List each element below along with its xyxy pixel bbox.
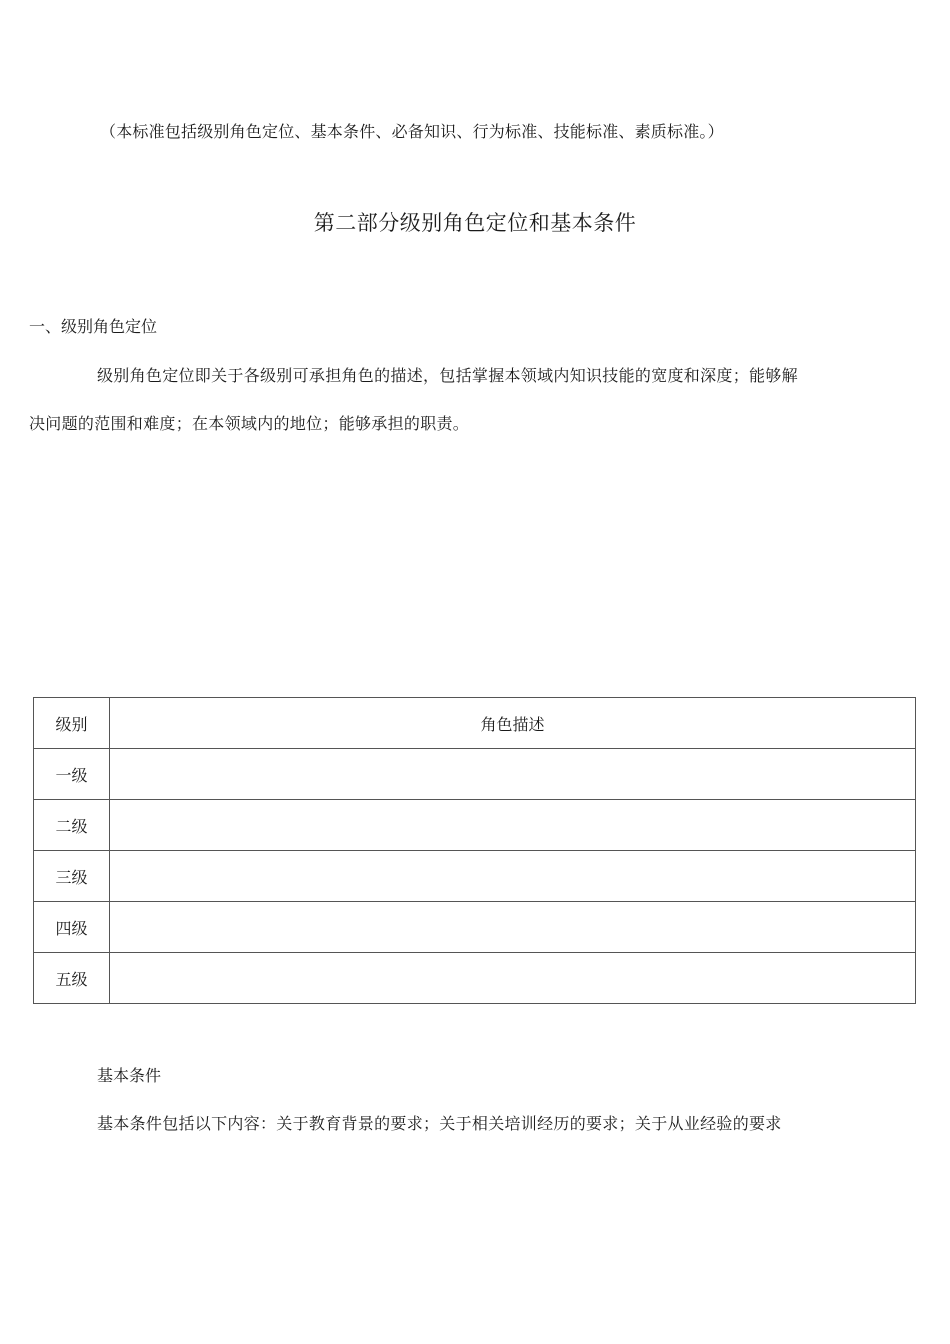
section-heading: 一、级别角色定位 xyxy=(29,317,158,336)
description-cell xyxy=(110,953,916,1004)
description-cell xyxy=(110,749,916,800)
section-paragraph-line-2: 决问题的范围和难度；在本领域内的地位；能够承担的职责。 xyxy=(29,414,470,433)
table-header-description: 角色描述 xyxy=(110,698,916,749)
description-cell xyxy=(110,902,916,953)
description-cell xyxy=(110,800,916,851)
intro-note: （本标准包括级别角色定位、基本条件、必备知识、行为标准、技能标准、素质标准。） xyxy=(100,122,724,141)
table-row xyxy=(34,902,916,953)
section-paragraph-line-1: 级别角色定位即关于各级别可承担角色的描述，包括掌握本领域内知识技能的宽度和深度；能够解 xyxy=(97,366,798,385)
level-cell: 一级 xyxy=(34,749,110,800)
level-cell: 二级 xyxy=(34,800,110,851)
level-role-table xyxy=(33,697,916,1004)
basic-conditions-heading: 基本条件 xyxy=(97,1066,162,1085)
part-title: 第二部分级别角色定位和基本条件 xyxy=(313,211,637,235)
level-cell: 五级 xyxy=(34,953,110,1004)
table-header-row xyxy=(34,698,916,749)
basic-conditions-text: 基本条件包括以下内容：关于教育背景的要求；关于相关培训经历的要求；关于从业经验的要求 xyxy=(97,1114,782,1133)
level-cell: 四级 xyxy=(34,902,110,953)
table-row xyxy=(34,851,916,902)
table-row xyxy=(34,800,916,851)
description-cell xyxy=(110,851,916,902)
table-header-level: 级别 xyxy=(34,698,110,749)
table-row xyxy=(34,953,916,1004)
level-cell: 三级 xyxy=(34,851,110,902)
table-row xyxy=(34,749,916,800)
